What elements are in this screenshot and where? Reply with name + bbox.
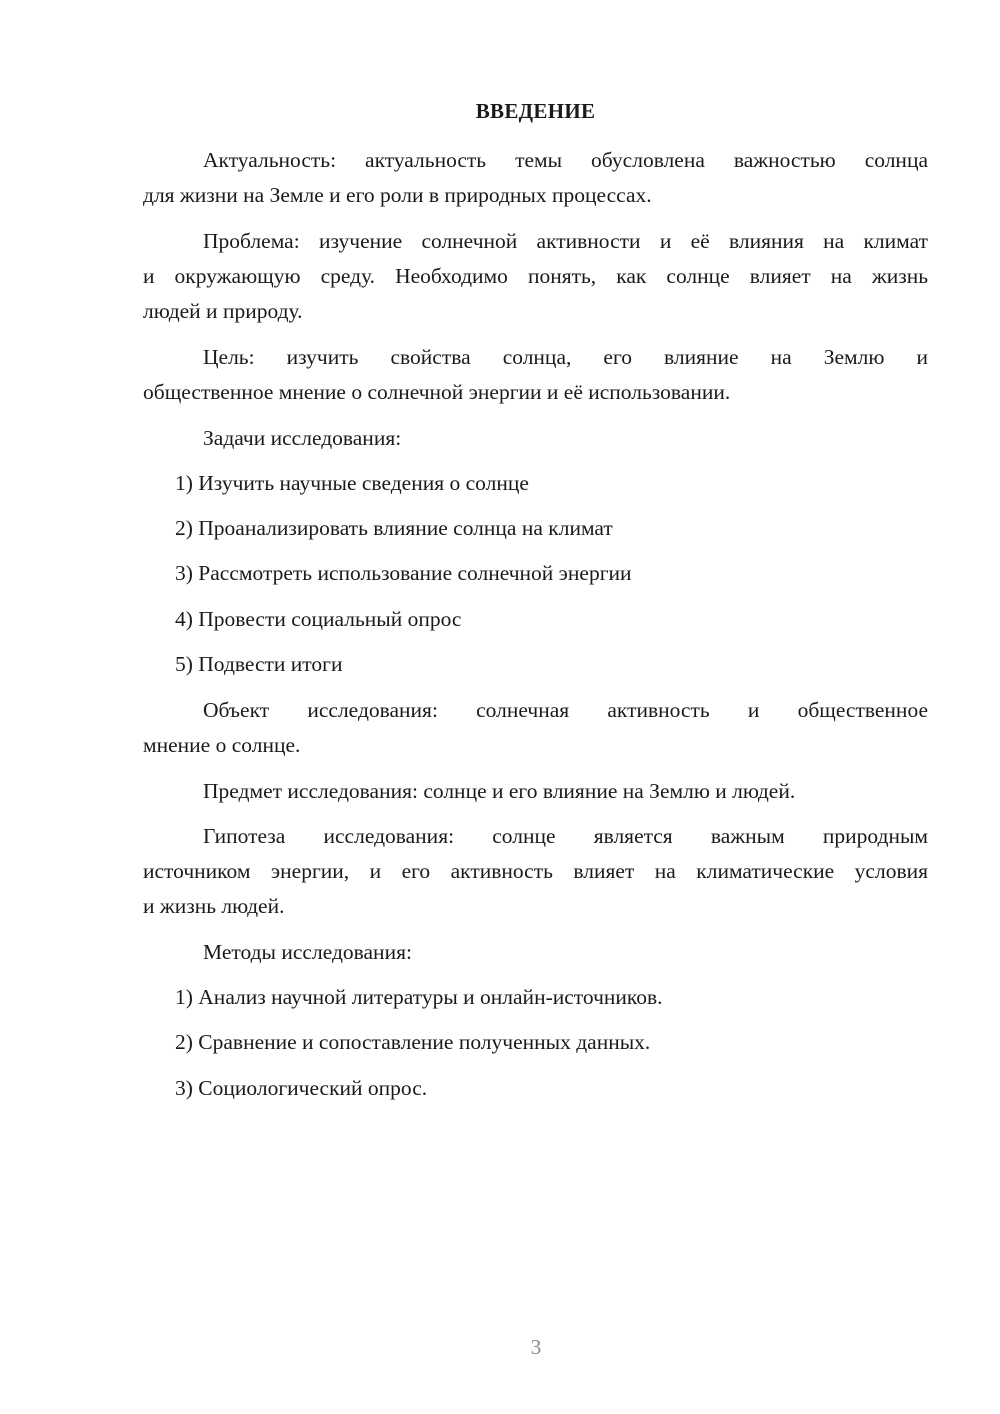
object-paragraph-line: Объект исследования: солнечная активность и общественное <box>203 698 928 722</box>
problem-paragraph-line: и окружающую среду. Необходимо понять, как солнце влияет на жизнь <box>143 264 928 288</box>
relevance-paragraph-line: для жизни на Земле и его роли в природных процессах. <box>143 183 652 207</box>
task-list-item: 5) Подвести итоги <box>175 652 343 676</box>
method-list-item: 1) Анализ научной литературы и онлайн-источников. <box>175 985 663 1009</box>
subject-paragraph-line: Предмет исследования: солнце и его влияние на Землю и людей. <box>203 779 796 803</box>
task-list-item: 2) Проанализировать влияние солнца на климат <box>175 516 613 540</box>
object-paragraph-line: мнение о солнце. <box>143 733 301 757</box>
relevance-paragraph-line: Актуальность: актуальность темы обусловлена важностью солнца <box>203 148 928 172</box>
hypothesis-paragraph-line: и жизнь людей. <box>143 894 285 918</box>
methods-title: Методы исследования: <box>203 940 412 964</box>
method-list-item: 2) Сравнение и сопоставление полученных данных. <box>175 1030 651 1054</box>
problem-paragraph-line: людей и природу. <box>143 299 303 323</box>
task-list-item: 3) Рассмотреть использование солнечной энергии <box>175 561 632 585</box>
hypothesis-paragraph-line: источником энергии, и его активность влияет на климатические условия <box>143 859 928 883</box>
goal-paragraph-line: Цель: изучить свойства солнца, его влияние на Землю и <box>203 345 928 369</box>
task-list-item: 4) Провести социальный опрос <box>175 607 462 631</box>
section-heading: ВВЕДЕНИЕ <box>475 99 596 123</box>
tasks-title: Задачи исследования: <box>203 426 402 450</box>
goal-paragraph-line: общественное мнение о солнечной энергии и её использовании. <box>143 380 731 404</box>
problem-paragraph-line: Проблема: изучение солнечной активности и её влияния на климат <box>203 229 928 253</box>
page-number: 3 <box>530 1335 542 1359</box>
task-list-item: 1) Изучить научные сведения о солнце <box>175 471 529 495</box>
method-list-item: 3) Социологический опрос. <box>175 1076 428 1100</box>
hypothesis-paragraph-line: Гипотеза исследования: солнце является важным природным <box>203 824 928 848</box>
